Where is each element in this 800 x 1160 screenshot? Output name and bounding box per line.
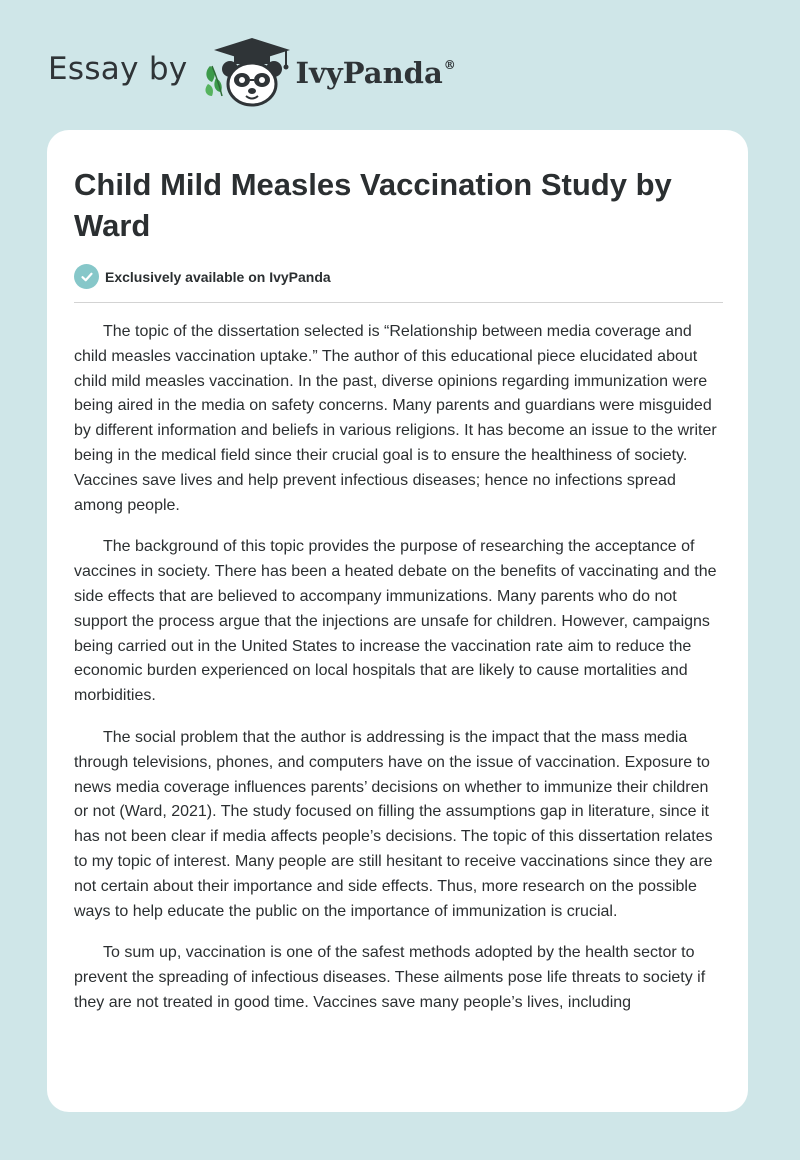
divider xyxy=(74,302,723,303)
check-circle-icon xyxy=(74,264,99,289)
brand-header[interactable] xyxy=(48,36,456,108)
essay-paragraph: The background of this topic provides the purpose of researching the acceptance of vaccines in society. There has been a heated debate on the benefits of vaccinating and the side effects that are believed to accompany immunizations. Many parents who do not support the process argue that the injections are unsafe for children. However, campaigns being carried out in the United States to increase the vaccination rate aim to reduce the economic burden experienced on local hospitals that are likely to cause mortalities and morbidities. xyxy=(74,538,717,705)
panda-graduate-logo-icon xyxy=(202,36,294,108)
essay-paragraph: The topic of the dissertation selected is “Relationship between media coverage and child measles vaccination uptake.” The author of this educational piece elucidated about child mild measles vaccination. In the past, diverse opinions regarding immunization were being aired in the media on safety concerns. Many parents and guardians were misguided by different information and beliefs in various religions. It has become an issue to the writer being in the medical field since their crucial goal is to ensure the healthiness of society. Vaccines save lives and help prevent infectious diseases; hence no infections spread among people. xyxy=(74,323,717,514)
brand-prefix: Essay by xyxy=(48,51,188,87)
exclusive-text: Exclusively available on IvyPanda xyxy=(105,268,331,285)
essay-body xyxy=(74,320,726,1033)
essay-title: Child Mild Measles Vaccination Study by Ward xyxy=(74,167,672,243)
essay-paragraph: The social problem that the author is addressing is the impact that the mass media through televisions, phones, and computers have on the issue of vaccination. Exposure to news media coverage influences parents’ decisions on whether to immunize their children or not (Ward, 2021). The study focused on filling the assumptions gap in literature, since it has not been clear if media affects people’s decisions. The topic of this dissertation relates to my topic of interest. Many people are still hesitant to receive vaccinations since they are not certain about their importance and side effects. Thus, more research on the possible ways to help educate the public on the importance of immunization is crucial. xyxy=(74,728,713,920)
essay-paragraph: To sum up, vaccination is one of the safest methods adopted by the health sector to prevent the spreading of infectious diseases. These ailments pose life threats to society if they are not treated in good time. Vaccines save many people’s lives, including xyxy=(74,944,706,1011)
exclusive-badge xyxy=(74,264,331,289)
essay-card xyxy=(47,130,748,1112)
brand-name: IvyPanda® xyxy=(295,56,456,90)
